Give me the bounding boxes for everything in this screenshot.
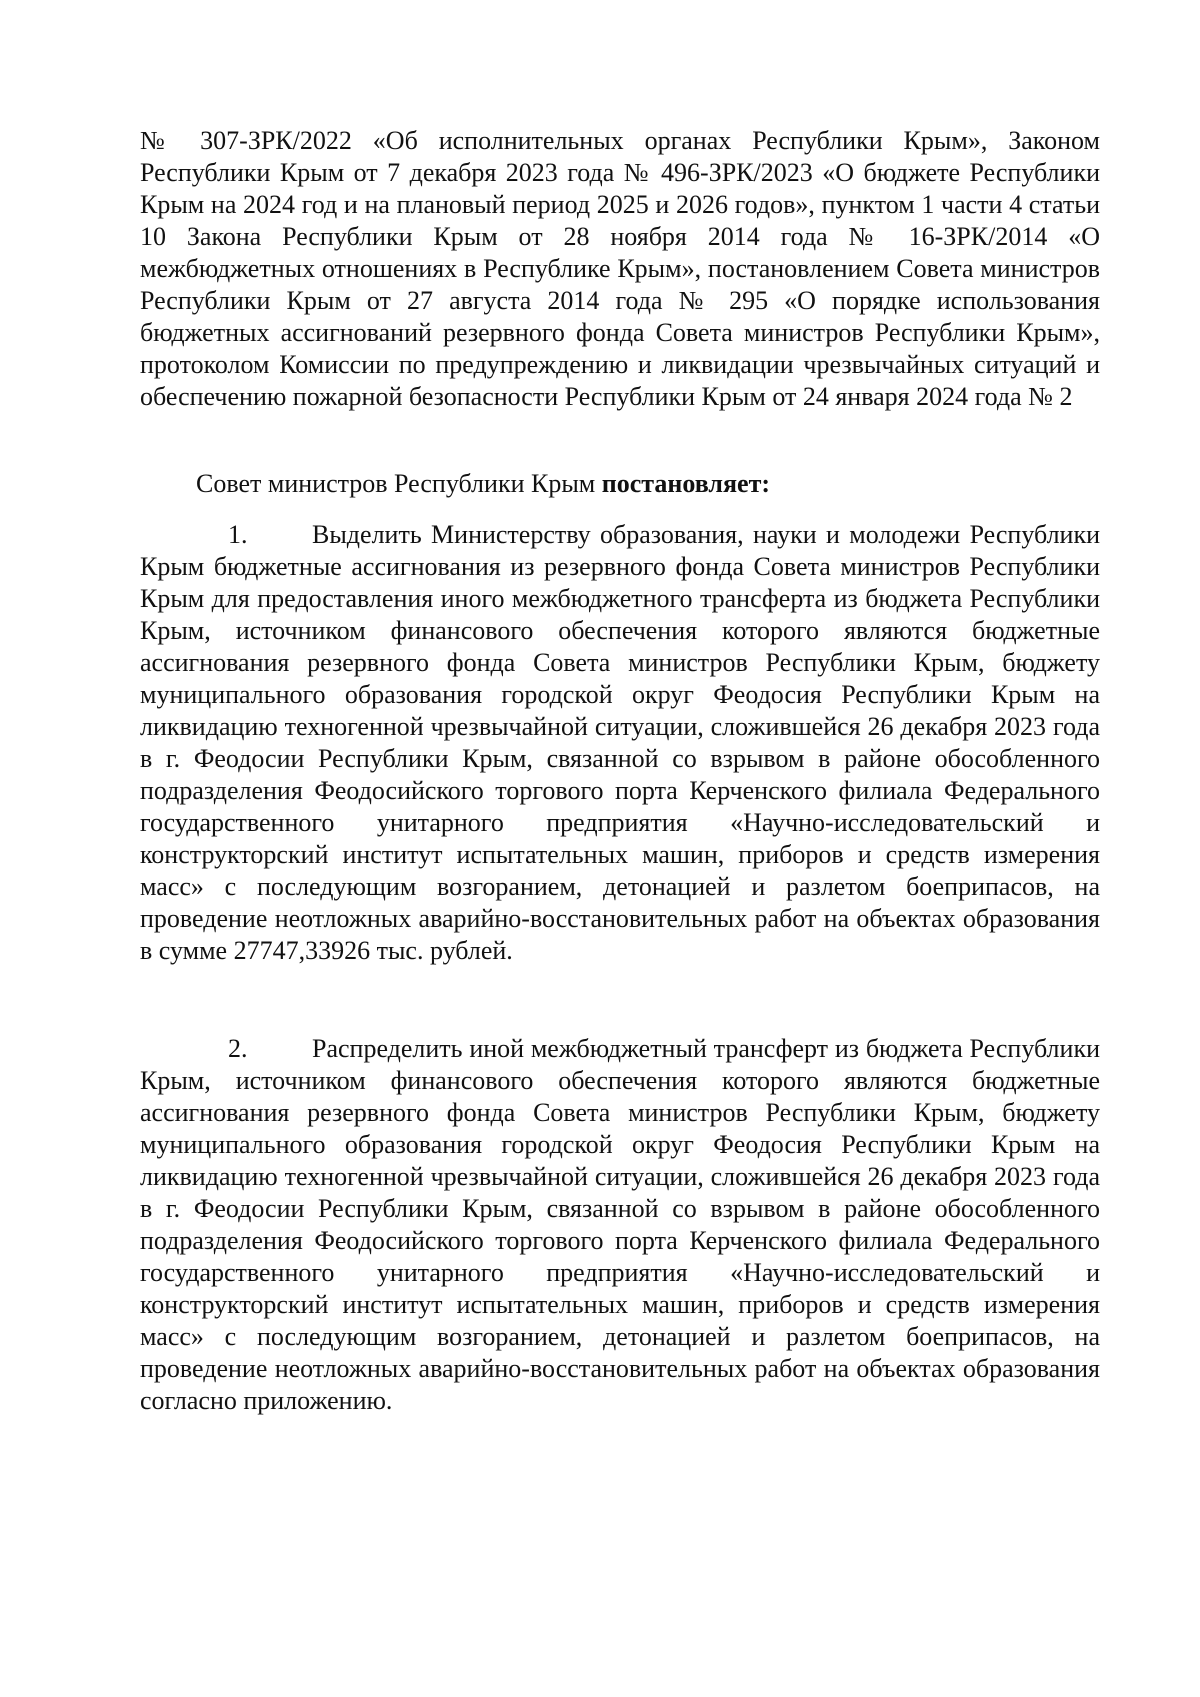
clause-1	[140, 519, 1100, 967]
resolves-paragraph	[140, 468, 1100, 500]
resolves-prefix: Совет министров Республики Крым	[196, 469, 602, 498]
resolves-keyword: постановляет:	[601, 469, 771, 498]
preamble-paragraph: № 307-ЗРК/2022 «Об исполнительных органах Республики Крым», Законом Республики Крым от 7 декабря 2023 года № 496-ЗРК/2023 «О бюджете Республики Крым на 2024 год и на плановый период 2025 и 2026 годов», пунктом 1 части 4 статьи 10 Закона Республики Крым от 28 ноября 2014 года № 16-ЗРК/2014 «О межбюджетных отношениях в Республике Крым», постановлением Совета министров Республики Крым от 27 августа 2014 года № 295 «О порядке использования бюджетных ассигнований резервного фонда Совета министров Республики Крым», протоколом Комиссии по предупреждению и ликвидации чрезвычайных ситуаций и обеспечению пожарной безопасности Республики Крым от 24 января 2024 года № 2	[140, 126, 1100, 411]
clause-2-text: Распределить иной межбюджетный трансферт из бюджета Республики Крым, источником финансового обеспечения которого являются бюджетные ассигнования резервного фонда Совета министров Республики Крым, бюджету муниципального образования городской округ Феодосия Республики Крым на ликвидацию техногенной чрезвычайной ситуации, сложившейся 26 декабря 2023 года в г. Феодосии Республики Крым, связанной со взрывом в районе обособленного подразделения Феодосийского торгового порта Керченского филиала Федерального государственного унитарного предприятия «Научно-исследовательский и конструкторский институт испытательных машин, приборов и средств измерения масс» с последующим возгоранием, детонацией и разлетом боеприпасов, на проведение неотложных аварийно-восстановительных работ на объектах образования согласно приложению.	[140, 1034, 1100, 1415]
clause-2-number: 2.	[228, 1034, 248, 1063]
clause-2	[140, 1033, 1100, 1417]
clause-1-text: Выделить Министерству образования, науки и молодежи Республики Крым бюджетные ассигнования из резервного фонда Совета министров Республики Крым для предоставления иного межбюджетного трансферта из бюджета Республики Крым, источником финансового обеспечения которого являются бюджетные ассигнования резервного фонда Совета министров Республики Крым, бюджету муниципального образования городской округ Феодосия Республики Крым на ликвидацию техногенной чрезвычайной ситуации, сложившейся 26 декабря 2023 года в г. Феодосии Республики Крым, связанной со взрывом в районе обособленного подразделения Феодосийского торгового порта Керченского филиала Федерального государственного унитарного предприятия «Научно-исследовательский и конструкторский институт испытательных машин, приборов и средств измерения масс» с последующим возгоранием, детонацией и разлетом боеприпасов, на проведение неотложных аварийно-восстановительных работ на объектах образования в сумме 27747,33926 тыс. рублей.	[140, 520, 1100, 965]
clause-2-paragraph	[140, 1033, 1100, 1417]
clause-1-number: 1.	[228, 520, 248, 549]
clause-1-paragraph	[140, 519, 1100, 967]
